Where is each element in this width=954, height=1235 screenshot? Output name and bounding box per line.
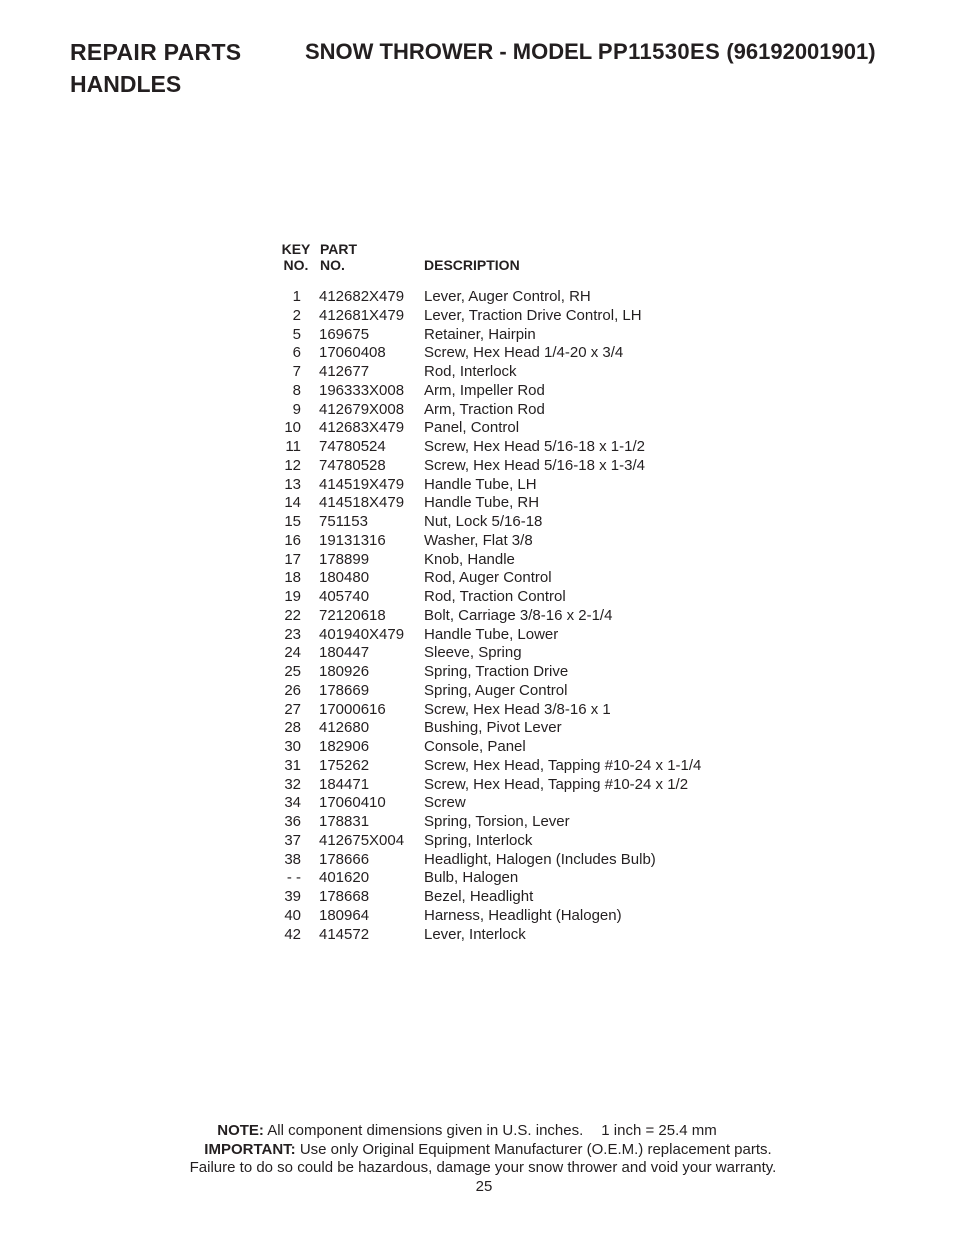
- part-no: 180480: [319, 569, 370, 587]
- part-no: 169675: [319, 325, 370, 343]
- part-no: 178899: [319, 550, 370, 568]
- key-no: 23: [284, 625, 301, 643]
- part-no: 412683X479: [319, 419, 405, 437]
- part-description: Handle Tube, RH: [424, 494, 540, 512]
- key-no: 38: [284, 850, 301, 868]
- part-description: Spring, Traction Drive: [424, 663, 569, 680]
- model-title: [305, 41, 876, 63]
- part-description: Headlight, Halogen (Includes Bulb): [424, 850, 656, 868]
- key-no-header: [281, 241, 311, 273]
- part-no: 175262: [319, 756, 370, 774]
- part-no: 412679X008: [319, 400, 405, 418]
- part-description: Arm, Impeller Rod: [424, 381, 545, 399]
- key-no: 25: [284, 663, 301, 680]
- key-no: 26: [284, 681, 301, 699]
- part-description: Screw, Hex Head, Tapping #10-24 x 1-1/4: [424, 756, 702, 774]
- key-no: 28: [284, 719, 301, 737]
- key-no: 40: [284, 906, 301, 924]
- part-description: Handle Tube, LH: [424, 475, 537, 493]
- key-no: 10: [284, 419, 301, 437]
- footer-important: [11, 1141, 954, 1159]
- key-no: 9: [292, 400, 301, 418]
- description-header: DESCRIPTION: [424, 257, 520, 273]
- part-description: Washer, Flat 3/8: [424, 531, 533, 549]
- part-header-line-2: NO.: [320, 257, 345, 273]
- part-no: 72120618: [319, 606, 386, 624]
- part-no: 401940X479: [319, 625, 405, 643]
- model-number: (96192001901): [726, 39, 876, 64]
- footer-note: [0, 1122, 944, 1140]
- part-description: Screw, Hex Head, Tapping #10-24 x 1/2: [424, 775, 689, 793]
- important-label: IMPORTANT:: [204, 1141, 296, 1158]
- part-no: 196333X008: [319, 381, 405, 399]
- part-no: 178831: [319, 813, 370, 830]
- part-description: Bushing, Pivot Lever: [424, 719, 562, 737]
- key-no: 36: [284, 813, 301, 830]
- part-no: 74780528: [319, 456, 386, 474]
- product-prefix: SNOW THROWER - MODEL: [305, 39, 592, 64]
- key-no: 7: [292, 363, 301, 380]
- key-no: 8: [292, 381, 301, 399]
- part-description: Rod, Auger Control: [424, 569, 552, 587]
- part-description: Bulb, Halogen: [424, 869, 519, 887]
- key-no: 5: [292, 325, 301, 343]
- part-description: Retainer, Hairpin: [424, 325, 536, 343]
- key-no: 15: [284, 513, 301, 530]
- key-no: 22: [284, 606, 301, 624]
- note-text: All component dimensions given in U.S. inches.: [267, 1122, 584, 1139]
- part-no: 180926: [319, 663, 370, 680]
- key-no: 14: [284, 494, 301, 512]
- part-no: 180964: [319, 906, 370, 924]
- part-no: 178669: [319, 681, 370, 699]
- part-no: 412677: [319, 363, 370, 380]
- key-no: 16: [284, 531, 301, 549]
- key-no: 24: [284, 644, 301, 662]
- key-no: 30: [284, 738, 301, 755]
- model-name: PP11530ES: [597, 39, 721, 64]
- part-no: 751153: [319, 513, 368, 530]
- part-no: 405740: [319, 588, 370, 605]
- key-no: 19: [284, 588, 301, 605]
- part-no-header: [320, 241, 357, 273]
- key-no: 34: [284, 794, 301, 812]
- part-no: 17000616: [319, 700, 386, 718]
- key-no: 32: [284, 775, 301, 793]
- footer-warning: Failure to do so could be hazardous, damage your snow thrower and void your warranty.: [189, 1159, 777, 1176]
- key-no: 6: [292, 344, 301, 362]
- part-description: Sleeve, Spring: [424, 644, 522, 662]
- part-no: 412675X004: [319, 831, 405, 849]
- part-no: 182906: [319, 738, 370, 755]
- part-no: 401620: [319, 869, 370, 887]
- part-description: Screw: [424, 794, 466, 812]
- part-description: Console, Panel: [424, 738, 526, 755]
- part-description: Bolt, Carriage 3/8-16 x 2-1/4: [424, 606, 613, 624]
- part-description: Nut, Lock 5/16-18: [424, 513, 543, 530]
- part-no: 17060410: [319, 794, 386, 812]
- part-description: Lever, Interlock: [424, 925, 526, 943]
- key-no: 18: [284, 569, 301, 587]
- part-no: 178666: [319, 850, 370, 868]
- part-no: 17060408: [319, 344, 386, 362]
- part-no: 412681X479: [319, 306, 405, 324]
- note-conversion: 1 inch = 25.4 mm: [601, 1122, 717, 1139]
- part-description: Screw, Hex Head 1/4-20 x 3/4: [424, 344, 624, 362]
- part-no: 414519X479: [319, 475, 405, 493]
- key-no: 12: [284, 456, 301, 474]
- part-no: 414572: [319, 925, 370, 943]
- key-no: 1: [292, 288, 301, 305]
- part-description: Rod, Traction Control: [424, 588, 566, 605]
- part-no: 180447: [319, 644, 370, 662]
- part-description: Lever, Traction Drive Control, LH: [424, 306, 642, 324]
- part-no: 19131316: [319, 531, 386, 549]
- part-no: 178668: [319, 888, 370, 905]
- part-header-line-1: PART: [320, 241, 358, 257]
- key-no: 37: [284, 831, 301, 849]
- part-no: 412680: [319, 719, 370, 737]
- key-no: 11: [285, 438, 301, 455]
- part-description: Bezel, Headlight: [424, 888, 534, 905]
- key-header-line-2: NO.: [283, 257, 309, 273]
- important-text: Use only Original Equipment Manufacturer (O.E.M.) replacement parts.: [299, 1141, 772, 1158]
- section-title: REPAIR PARTS: [70, 39, 242, 65]
- part-description: Screw, Hex Head 5/16-18 x 1-1/2: [424, 438, 645, 455]
- part-description: Screw, Hex Head 5/16-18 x 1-3/4: [424, 456, 645, 474]
- key-no: 17: [284, 550, 301, 568]
- part-no: 74780524: [319, 438, 386, 455]
- key-no: 13: [284, 475, 301, 493]
- part-description: Screw, Hex Head 3/8-16 x 1: [424, 700, 611, 718]
- key-no: 31: [284, 756, 301, 774]
- part-description: Spring, Torsion, Lever: [424, 813, 570, 830]
- part-no: 414518X479: [319, 494, 405, 512]
- part-description: Handle Tube, Lower: [424, 625, 559, 643]
- part-description: Lever, Auger Control, RH: [424, 288, 591, 305]
- key-no: 42: [284, 925, 301, 943]
- part-description: Spring, Auger Control: [424, 681, 568, 699]
- part-description: Spring, Interlock: [424, 831, 533, 849]
- key-no: 39: [284, 888, 301, 905]
- part-description: Knob, Handle: [424, 550, 515, 568]
- part-no: 412682X479: [319, 288, 405, 305]
- part-description: Arm, Traction Rod: [424, 400, 545, 418]
- key-no: 27: [284, 700, 301, 718]
- part-description: Panel, Control: [424, 419, 520, 437]
- key-no: 2: [292, 306, 301, 324]
- key-no: - -: [286, 869, 301, 887]
- part-description: Harness, Headlight (Halogen): [424, 906, 622, 924]
- note-label: NOTE:: [217, 1122, 264, 1139]
- page-number: 25: [475, 1178, 493, 1195]
- subsection-title: HANDLES: [70, 71, 182, 97]
- key-header-line-1: KEY: [281, 241, 311, 257]
- part-no: 184471: [319, 775, 370, 793]
- part-description: Rod, Interlock: [424, 363, 517, 380]
